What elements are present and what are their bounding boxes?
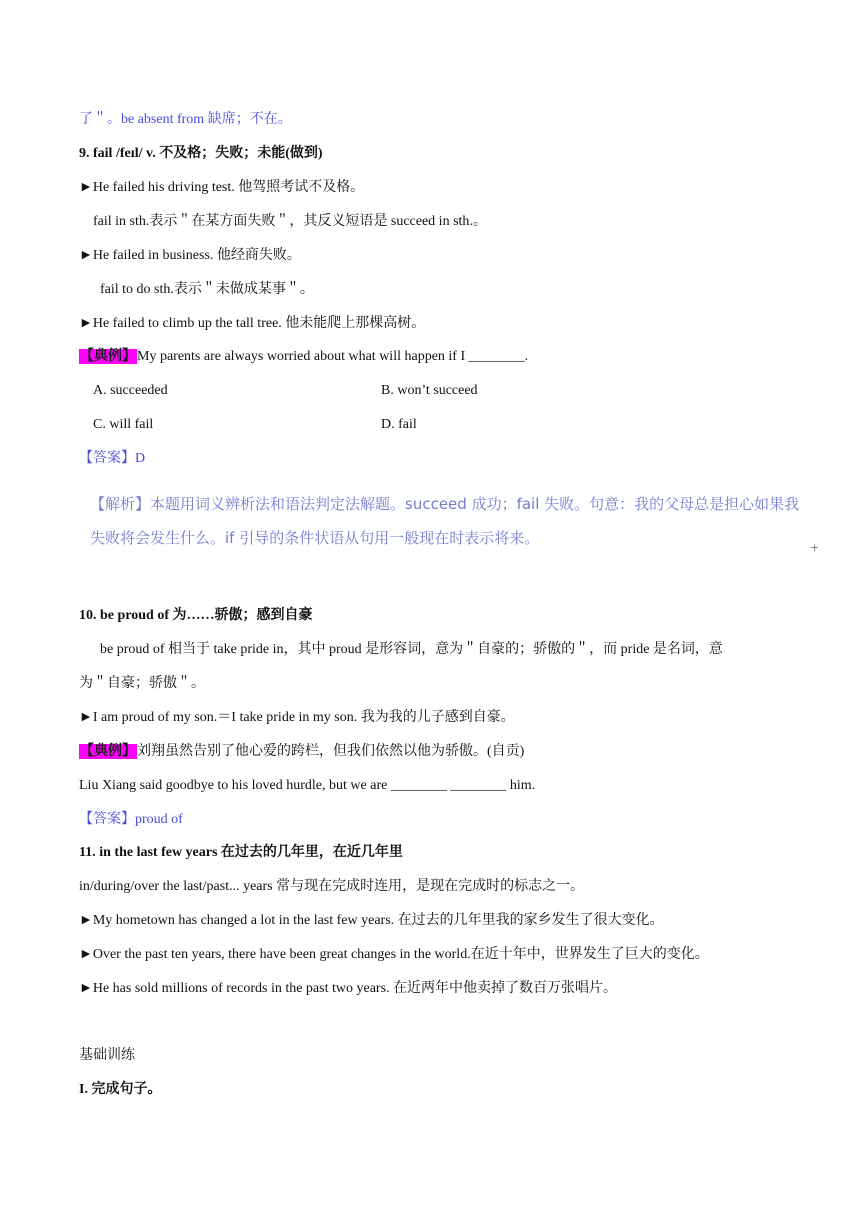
- top-line: [79, 111, 800, 129]
- item10-example-1: ►I am proud of my son.＝I take pride in my son. 我为我的儿子感到自豪。: [79, 710, 515, 725]
- item9-example-3: ►He failed to climb up the tall tree. 他未能爬上那棵高树。: [79, 316, 426, 331]
- analysis-line-1: 【解析】本题用词义辨析法和语法判定法解题。succeed 成功；fail 失败。句意：我的父母总是担心如果我: [90, 495, 800, 513]
- typical-example-tag: 【典例】: [80, 349, 136, 364]
- item11-heading: 11. in the last few years 在过去的几年里，在近几年里: [79, 845, 403, 860]
- item9-answer: 【答案】D: [79, 451, 146, 466]
- option-d: D. fail: [381, 417, 417, 432]
- item10-example-english: Liu Xiang said goodbye to his loved hurdle, but we are ________ ________ him.: [79, 778, 536, 793]
- option-c: C. will fail: [93, 417, 154, 432]
- analysis-line-2: 失败将会发生什么。if 引导的条件状语从句用一般现在时表示将来。: [90, 529, 540, 547]
- item9-analysis: [90, 487, 810, 555]
- item10-typical-example: [79, 743, 800, 761]
- item10-note-1: be proud of 相当于 take pride in，其中 proud 是形容词，意为＂自豪的；骄傲的＂，而 pride 是名词，意: [100, 642, 723, 657]
- item11-note-1: in/during/over the last/past... years 常与现在完成时连用，是现在完成时的标志之一。: [79, 879, 585, 894]
- item9-example-1: ►He failed his driving test. 他驾照考试不及格。: [79, 180, 365, 195]
- item10-note-2: 为＂自豪；骄傲＂。: [79, 676, 205, 691]
- item9-note-1: fail in sth.表示＂在某方面失败＂，其反义短语是 succeed in sth.。: [93, 214, 487, 229]
- top-line-text: be absent from 缺席；不在。: [121, 112, 292, 127]
- typical-example-text: 刘翔虽然告别了他心爱的跨栏，但我们依然以他为骄傲。(自贡): [137, 744, 525, 759]
- section-title: 基础训练: [79, 1048, 135, 1063]
- item10-answer: 【答案】proud of: [79, 812, 183, 827]
- item10-heading: 10. be proud of 为……骄傲；感到自豪: [79, 608, 313, 623]
- item11-example-1: ►My hometown has changed a lot in the last few years. 在过去的几年里我的家乡发生了很大变化。: [79, 913, 664, 928]
- option-a: A. succeeded: [93, 383, 168, 398]
- item9-example-2: ►He failed in business. 他经商失败。: [79, 248, 301, 263]
- section-part-1: I. 完成句子。: [79, 1082, 162, 1097]
- top-line-prefix: 了＂。: [79, 112, 121, 127]
- item9-note-2: fail to do sth.表示＂未做成某事＂。: [100, 282, 314, 297]
- item9-typical-example: [79, 348, 800, 366]
- item11-example-2: ►Over the past ten years, there have been great changes in the world.在近十年中，世界发生了巨大的变化。: [79, 947, 709, 962]
- option-row-2: [93, 416, 800, 434]
- option-b: B. won’t succeed: [381, 383, 478, 398]
- typical-example-text: My parents are always worried about what will happen if I ________.: [137, 349, 529, 364]
- analysis-anchor-mark: +: [810, 541, 820, 554]
- typical-example-tag: 【典例】: [80, 744, 136, 759]
- option-row-1: [93, 382, 800, 400]
- item11-example-3: ►He has sold millions of records in the past two years. 在近两年中他卖掉了数百万张唱片。: [79, 981, 618, 996]
- item9-heading: 9. fail /feɪl/ v. 不及格；失败；未能(做到): [79, 146, 323, 161]
